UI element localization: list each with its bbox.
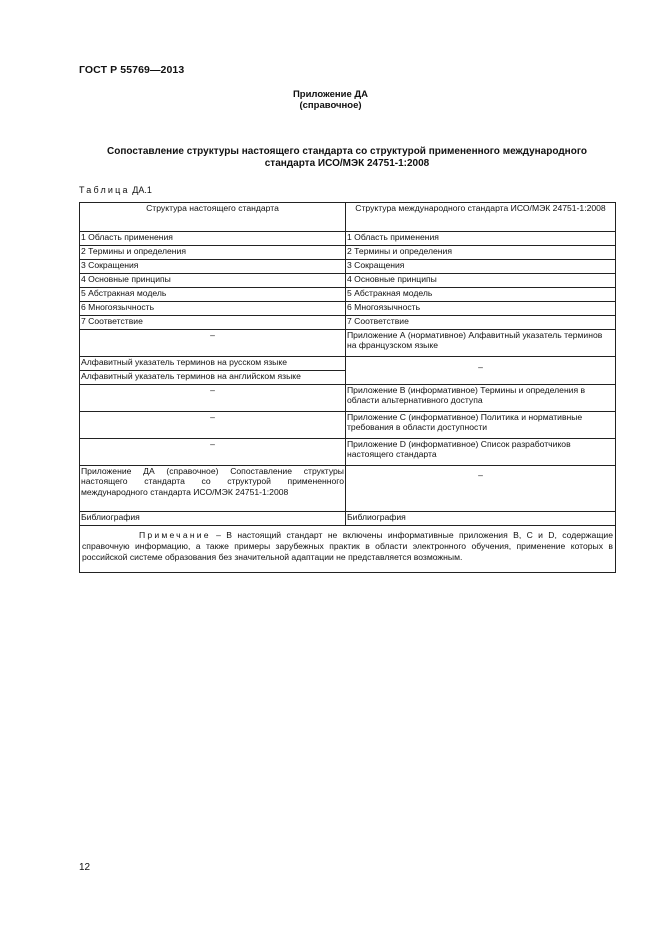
- table-row: [80, 274, 616, 288]
- column-header-international: Структура международного стандарта ИСО/МЭК 24751-1:2008: [346, 203, 616, 232]
- cell-international: 4 Основные принципы: [346, 274, 616, 288]
- cell-national: 2 Термины и определения: [80, 246, 346, 260]
- column-header-national: Структура настоящего стандарта: [80, 203, 346, 232]
- table-row: [80, 466, 616, 512]
- cell-international: Приложение D (информативное) Список разработчиков настоящего стандарта: [346, 439, 616, 466]
- table-row: [80, 232, 616, 246]
- cell-national: Алфавитный указатель терминов на английском языке: [80, 371, 346, 385]
- cell-international: 7 Соответствие: [346, 316, 616, 330]
- cell-international: 3 Сокращения: [346, 260, 616, 274]
- table-note: [80, 526, 616, 573]
- cell-international: 2 Термины и определения: [346, 246, 616, 260]
- table-header-row: [80, 203, 616, 232]
- cell-international: Приложение А (нормативное) Алфавитный указатель терминов на французском языке: [346, 330, 616, 357]
- cell-national: Библиография: [80, 512, 346, 526]
- table-row: [80, 330, 616, 357]
- table-row: [80, 288, 616, 302]
- cell-international: Приложение В (информативное) Термины и определения в области альтернативного доступа: [346, 385, 616, 412]
- cell-national: 4 Основные принципы: [80, 274, 346, 288]
- cell-national: Приложение ДА (справочное) Сопоставление структуры настоящего стандарта со структурой примененного международного стандарта ИСО/МЭК 24751-1:2008: [80, 466, 346, 512]
- annex-title: [0, 89, 661, 111]
- table-caption-number: ДА.1: [132, 185, 152, 195]
- table-row: [80, 512, 616, 526]
- table-row: [80, 302, 616, 316]
- annex-status: (справочное): [299, 100, 362, 111]
- cell-national: –: [80, 439, 346, 466]
- table-row: [80, 385, 616, 412]
- note-label: Примечание: [139, 530, 211, 540]
- cell-national: –: [80, 412, 346, 439]
- heading-line-1: Сопоставление структуры настоящего стандарта со структурой примененного международного: [107, 146, 587, 157]
- page-number: 12: [79, 862, 91, 873]
- cell-international: –: [346, 357, 616, 385]
- cell-national: 1 Область применения: [80, 232, 346, 246]
- heading-line-2: стандарта ИСО/МЭК 24751-1:2008: [264, 158, 430, 169]
- annex-name: Приложение ДА: [292, 89, 369, 100]
- cell-international: 5 Абстракная модель: [346, 288, 616, 302]
- cell-international: 6 Многоязычность: [346, 302, 616, 316]
- table-caption: [79, 185, 152, 195]
- cell-national: 3 Сокращения: [80, 260, 346, 274]
- cell-national: 7 Соответствие: [80, 316, 346, 330]
- standard-code: ГОСТ Р 55769—2013: [79, 64, 185, 76]
- cell-national: 6 Многоязычность: [80, 302, 346, 316]
- cell-international: Библиография: [346, 512, 616, 526]
- table-note-row: [80, 526, 616, 573]
- cell-national: Алфавитный указатель терминов на русском языке: [80, 357, 346, 371]
- cell-international: –: [346, 466, 616, 512]
- table-row: [80, 412, 616, 439]
- cell-international: Приложение С (информативное) Политика и нормативные требования в области доступности: [346, 412, 616, 439]
- cell-international: 1 Область применения: [346, 232, 616, 246]
- cell-national: –: [80, 385, 346, 412]
- note-text: – В настоящий стандарт не включены информативные приложения B, C и D, содержащие справочную информацию, а также примеры зарубежных практик в области электронного обучения, применение которых в российской системе образования без значительной адаптации не представляется возможным.: [82, 530, 613, 563]
- table-row: [80, 260, 616, 274]
- cell-national: –: [80, 330, 346, 357]
- table-row: [80, 357, 616, 371]
- table-caption-label: Таблица: [79, 185, 130, 195]
- table-row: [80, 439, 616, 466]
- cell-national: 5 Абстракная модель: [80, 288, 346, 302]
- section-heading: [79, 146, 615, 170]
- table-row: [80, 246, 616, 260]
- comparison-table: [79, 202, 616, 573]
- table-row: [80, 316, 616, 330]
